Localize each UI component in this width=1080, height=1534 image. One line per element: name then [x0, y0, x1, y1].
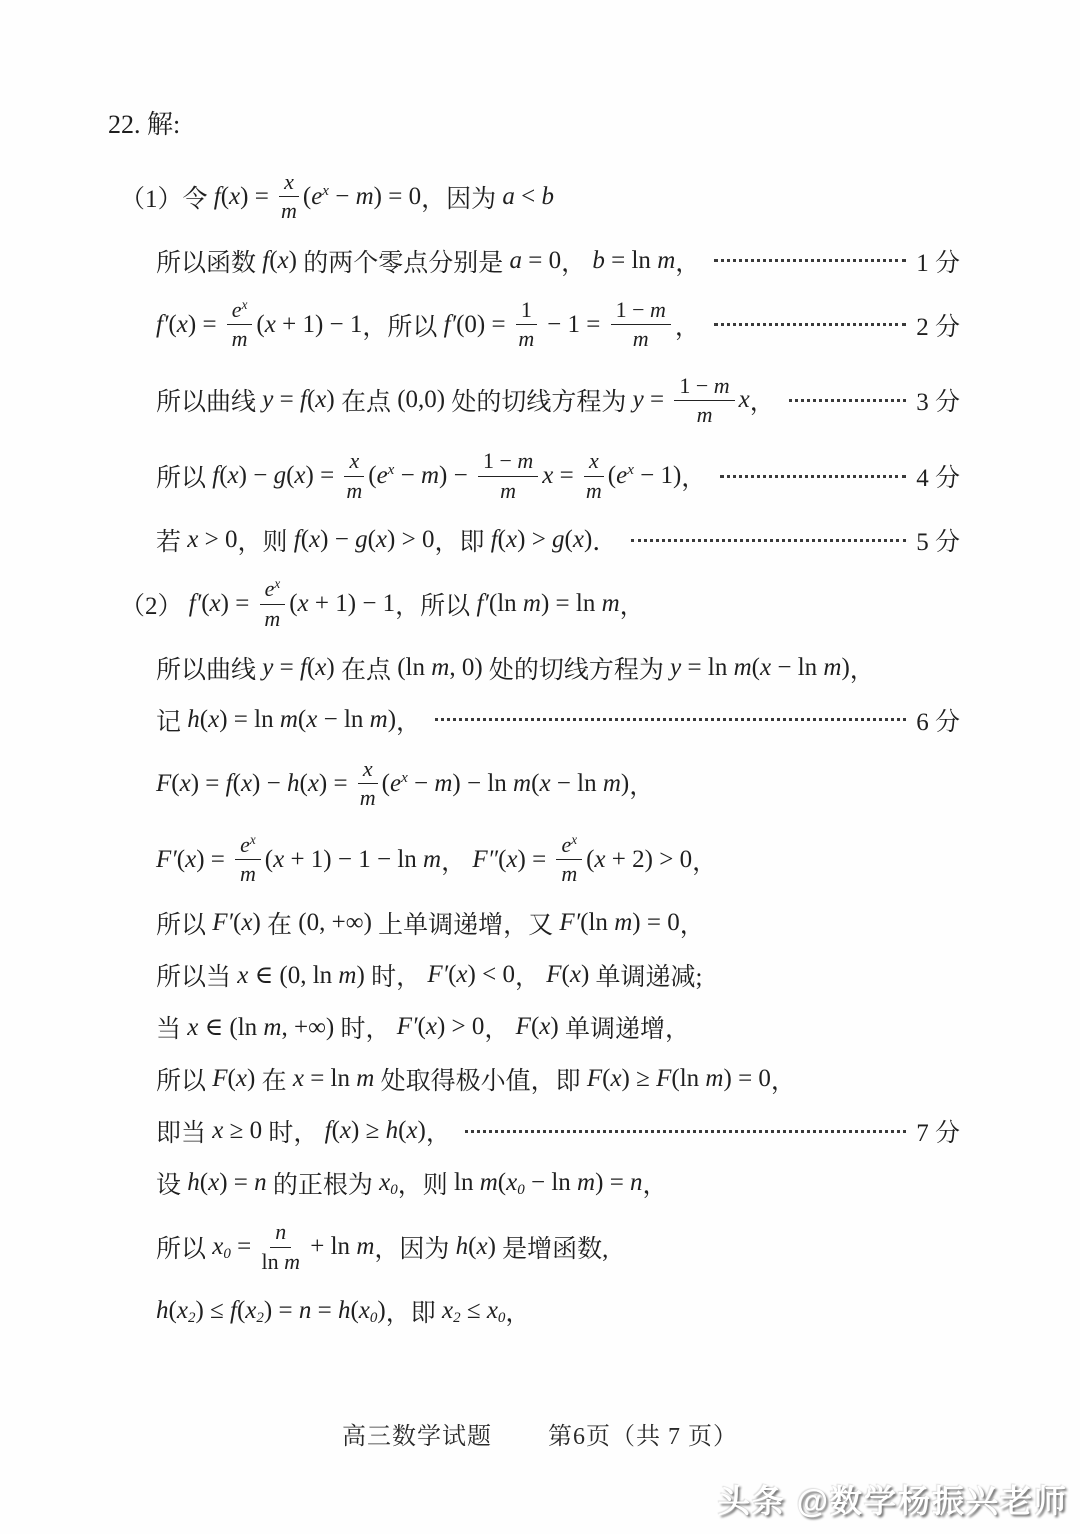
- solution-line: [108, 167, 960, 227]
- math-segment: (x + 1) − 1: [289, 590, 396, 618]
- math-segment: f(x) =: [213, 182, 269, 210]
- text-segment: 上单调递增，又: [371, 912, 560, 940]
- solution-line: [108, 754, 960, 814]
- math-segment: (x + 1) − 1: [256, 310, 363, 338]
- math-segment: $x_0$: [379, 1169, 398, 1198]
- text-segment: ，: [629, 772, 655, 800]
- solution-line: [108, 574, 960, 634]
- math-segment: $(e^x - m)$ −: [368, 462, 468, 490]
- text-segment: 若: [156, 529, 188, 557]
- solution-line: [108, 371, 960, 431]
- solution-line: [108, 522, 960, 558]
- fraction: $\frac{e^x}{m}$: [235, 832, 261, 888]
- math-segment: F(x): [515, 1013, 559, 1041]
- text-segment: 所以: [156, 465, 213, 493]
- solution-lines: [108, 167, 960, 1329]
- text-segment: ．: [592, 529, 618, 557]
- text-segment: ，: [674, 313, 700, 341]
- text-segment: 所以函数: [156, 249, 263, 277]
- text-segment: ，: [425, 1120, 451, 1148]
- text-segment: ，所以: [362, 313, 444, 341]
- math-segment: f′(0) =: [443, 310, 506, 338]
- text-segment: 时，: [262, 1120, 325, 1148]
- math-segment: F″(x) =: [472, 845, 547, 873]
- score-label: 1 分: [916, 249, 960, 277]
- text-segment: 即当: [156, 1120, 213, 1148]
- solution-line: [108, 446, 960, 506]
- math-segment: $x_2 \le x_0$: [441, 1296, 506, 1326]
- text-segment: 时，: [334, 1016, 397, 1044]
- math-segment: F(x) = f(x) − h(x) =: [156, 769, 348, 797]
- text-segment: 处的切线方程为: [482, 656, 671, 684]
- dotted-leader: [789, 399, 906, 402]
- math-segment: f(x): [262, 246, 297, 274]
- score-label: 2 分: [916, 313, 960, 341]
- fraction: $\frac{x}{m}$: [585, 448, 602, 503]
- math-segment: a = 0: [509, 246, 562, 274]
- text-segment: ，: [441, 848, 473, 876]
- math-segment: y =: [632, 386, 665, 414]
- dotted-leader: [720, 475, 906, 478]
- text-segment: ，即: [385, 1300, 442, 1328]
- math-segment: F′(x) =: [156, 845, 225, 873]
- math-segment: x =: [542, 462, 574, 490]
- fraction: $\frac{n}{\text{ln m}}$: [261, 1219, 300, 1274]
- math-segment: y = ln m(x − ln m): [670, 653, 850, 681]
- fraction: $\frac{x}{m}$: [281, 169, 297, 224]
- math-segment: b = ln m: [592, 246, 676, 274]
- fraction: $\frac{1 - m}{m}$: [611, 297, 671, 353]
- math-segment: f(x) − g(x) =: [212, 462, 335, 490]
- text-segment: 是增函数,: [495, 1236, 609, 1264]
- math-segment: F(x) ≥ F(ln m) = 0: [586, 1065, 771, 1093]
- text-segment: 处的切线方程为: [445, 389, 633, 417]
- text-segment: ，: [561, 249, 593, 277]
- score-label: 5 分: [916, 529, 960, 557]
- math-segment: (x + 2) > 0: [586, 845, 693, 873]
- math-segment: f(x) > g(x): [490, 526, 593, 554]
- solution-line: [108, 957, 960, 993]
- text-segment: ，: [642, 1172, 668, 1200]
- math-segment: x ≥ 0: [212, 1117, 263, 1145]
- text-segment: 在: [255, 1068, 293, 1096]
- text-segment: 单调递增，: [558, 1016, 690, 1044]
- text-segment: ，: [619, 593, 645, 621]
- solution-line: [108, 295, 960, 355]
- text-segment: ，因为: [421, 185, 503, 213]
- solution-line: [108, 905, 960, 941]
- text-segment: 所以当: [156, 964, 238, 992]
- text-segment: 所以: [156, 912, 213, 940]
- math-segment: x > 0: [187, 526, 238, 554]
- math-segment: $(e^x - m) = 0$: [302, 182, 422, 210]
- math-segment: x = ln m: [292, 1065, 375, 1093]
- score-label: 7 分: [916, 1120, 960, 1148]
- text-segment: 所以曲线: [156, 389, 263, 417]
- text-segment: ，则: [237, 529, 294, 557]
- text-segment: ，: [505, 1300, 531, 1328]
- math-segment: f′(x) =: [156, 310, 217, 338]
- math-segment: $x_0$ =: [212, 1232, 252, 1262]
- solution-line: [108, 1061, 960, 1097]
- text-segment: 在点: [334, 656, 398, 684]
- math-segment: $\ln m(x_0 - \ln m) = n$: [454, 1169, 643, 1198]
- text-segment: ，: [681, 465, 707, 493]
- text-segment: ，所以: [395, 593, 477, 621]
- math-segment: h(x) = n: [187, 1169, 267, 1197]
- footer-page-number: 第6页（共 7 页）: [548, 1424, 738, 1450]
- text-segment: （2）: [120, 593, 189, 621]
- math-segment: F′(x) > 0: [396, 1013, 485, 1041]
- solution-line: [108, 1009, 960, 1045]
- solution-line: [108, 650, 960, 686]
- text-segment: 所以: [156, 1068, 213, 1096]
- text-segment: 当: [156, 1016, 188, 1044]
- text-segment: 单调递减;: [589, 964, 703, 992]
- math-segment: x ∈ (0, ln m): [237, 962, 365, 990]
- text-segment: ，则: [397, 1172, 455, 1200]
- text-segment: ，: [484, 1016, 516, 1044]
- text-segment: 时，: [364, 964, 428, 992]
- math-segment: f′(x) =: [188, 590, 250, 618]
- text-segment: ，因为: [374, 1236, 456, 1264]
- math-segment: F′(x) < 0: [427, 961, 515, 989]
- text-segment: （1）令: [120, 185, 214, 213]
- text-segment: 所以: [156, 1236, 213, 1264]
- fraction: $\frac{x}{m}$: [359, 755, 376, 811]
- text-segment: ，: [396, 708, 422, 736]
- fraction: $\frac{x}{m}$: [346, 448, 363, 503]
- math-segment: h(x) = ln m(x − ln m): [187, 705, 397, 733]
- fraction: $\frac{1 - m}{m}$: [674, 373, 734, 429]
- text-segment: ，即: [434, 529, 491, 557]
- text-segment: ，: [692, 848, 718, 876]
- math-segment: a < b: [502, 182, 554, 210]
- text-segment: 记: [156, 708, 188, 736]
- math-segment: f(x) − g(x) > 0: [293, 526, 435, 554]
- text-segment: 在: [260, 912, 299, 940]
- dotted-leader: [714, 259, 906, 262]
- math-segment: h(x): [455, 1233, 496, 1261]
- footer-exam-title: 高三数学试题: [342, 1424, 492, 1450]
- solution-line: [108, 1293, 960, 1329]
- math-segment: $h(x_2) \le f(x_2) = n = h(x_0)$: [156, 1296, 386, 1326]
- page-footer: [0, 1416, 1080, 1451]
- text-segment: ，: [770, 1068, 796, 1096]
- text-segment: ，: [679, 912, 705, 940]
- text-segment: 的两个零点分别是: [296, 249, 510, 277]
- solution-line: [108, 830, 960, 890]
- fraction: $\frac{1}{m}$: [516, 297, 537, 353]
- dotted-leader: [631, 539, 906, 542]
- math-segment: y = f(x): [262, 653, 335, 681]
- score-label: 3 分: [916, 389, 960, 417]
- math-segment: F(x): [546, 961, 590, 989]
- math-segment: $(e^x - 1)$: [607, 462, 682, 490]
- math-segment: f′(ln m) = ln m: [476, 590, 620, 618]
- math-segment: F′(ln m) = 0: [559, 909, 680, 937]
- problem-heading: 22. 解:: [108, 110, 181, 139]
- math-segment: F′(x): [212, 909, 261, 937]
- solution-line: [108, 1217, 960, 1277]
- fraction: $\frac{e^x}{m}$: [260, 576, 286, 632]
- fraction: $\frac{e^x}{m}$: [227, 297, 253, 353]
- solution-line: [108, 702, 960, 738]
- watermark-text: 头条 @数学杨振兴老师: [717, 1483, 1068, 1519]
- text-segment: 处取得极小值，即: [374, 1068, 587, 1096]
- solution-line: [108, 1165, 960, 1201]
- math-segment: x: [738, 386, 750, 414]
- math-segment: (0,0): [397, 386, 446, 414]
- math-segment: F(x): [212, 1065, 256, 1093]
- text-segment: ，: [849, 656, 875, 684]
- text-segment: 的正根为: [266, 1172, 380, 1200]
- math-segment: (0, +∞): [298, 909, 372, 937]
- math-segment: x ∈ (ln m, +∞): [187, 1014, 335, 1042]
- score-label: 6 分: [916, 708, 960, 736]
- dotted-leader: [714, 323, 906, 326]
- math-segment: (ln m, 0): [397, 653, 483, 681]
- score-label: 4 分: [916, 465, 960, 493]
- math-segment: y = f(x): [262, 386, 335, 414]
- math-segment: + ln m: [310, 1233, 375, 1261]
- math-segment: f(x) ≥ h(x): [324, 1117, 426, 1145]
- text-segment: 设: [156, 1172, 188, 1200]
- math-segment: (x + 1) − 1 − ln m: [264, 845, 442, 873]
- dotted-leader: [465, 1130, 906, 1133]
- text-segment: ，: [749, 389, 775, 417]
- text-segment: 在点: [334, 389, 398, 417]
- math-segment: $(e^x - m) - \ln m(x - \ln m)$: [381, 769, 630, 797]
- solution-line: [108, 1113, 960, 1149]
- fraction: $\frac{e^x}{m}$: [556, 832, 582, 888]
- fraction: $\frac{1 - m}{m}$: [478, 448, 538, 504]
- dotted-leader: [435, 718, 906, 721]
- text-segment: ，: [675, 249, 701, 277]
- solution-line: [108, 243, 960, 279]
- text-segment: 所以曲线: [156, 656, 263, 684]
- math-segment: − 1 =: [547, 310, 601, 338]
- text-segment: ，: [514, 964, 547, 992]
